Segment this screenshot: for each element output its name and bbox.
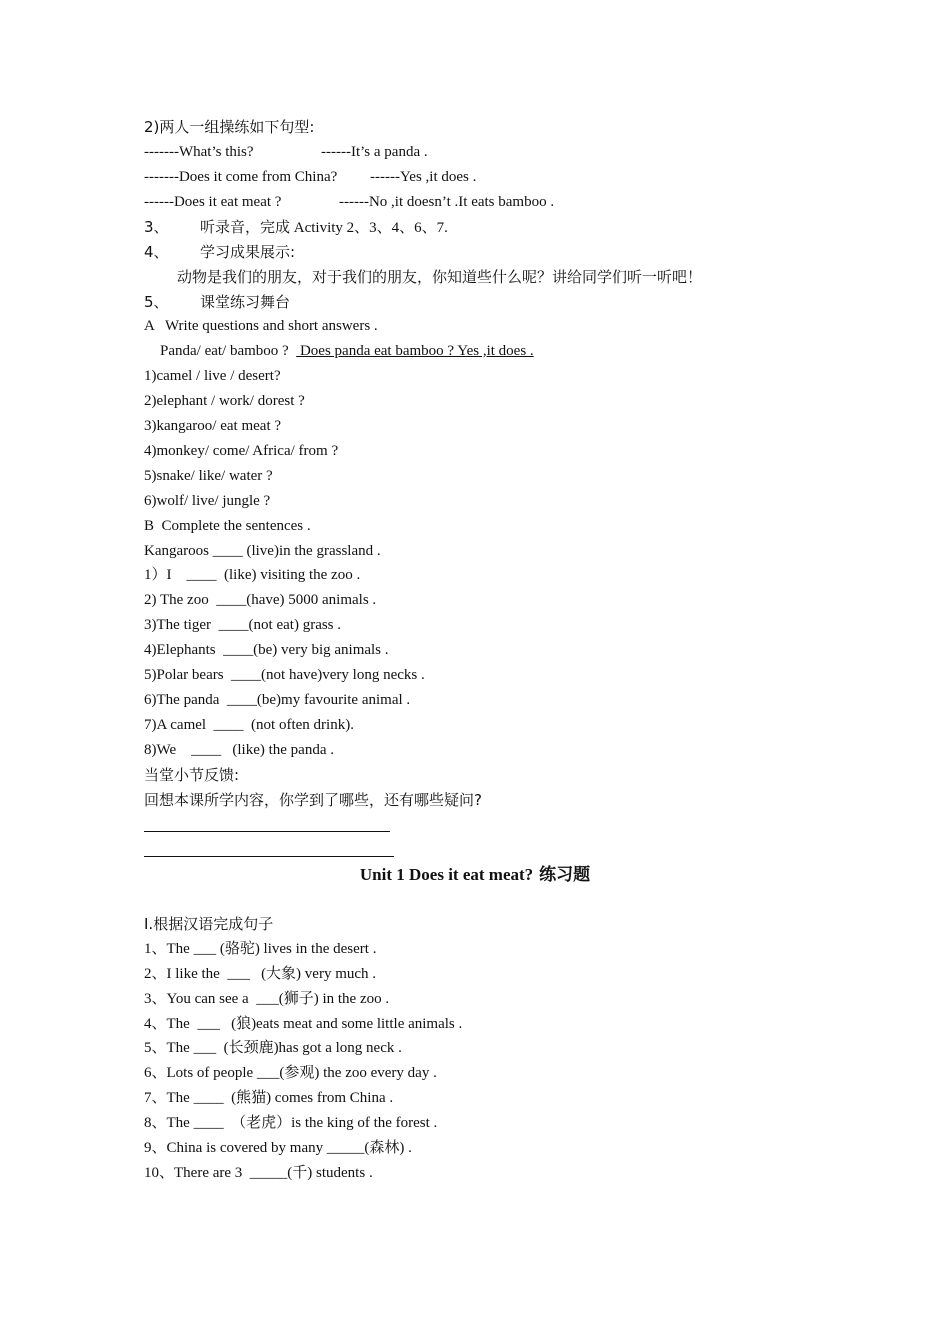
part-a-item: 6)wolf/ live/ jungle ? (144, 493, 271, 509)
drill-question: -------Does it come from China? (144, 169, 338, 185)
title-en: Unit 1 Does it eat meat? (359, 865, 534, 884)
section-1-heading: I.根据汉语完成句子 (144, 915, 274, 933)
step-text: 学习成果展示: (200, 243, 296, 261)
part-a-heading: A Write questions and short answers . (144, 318, 378, 334)
step-4 (144, 242, 295, 263)
example-prompt: Panda/ eat/ bamboo ? (160, 343, 297, 359)
part-a-item: 5)snake/ like/ water ? (144, 468, 273, 484)
part-b-item: 2) The zoo ____(have) 5000 animals . (144, 592, 377, 608)
answer-line[interactable] (144, 831, 390, 832)
title-cn: 练习题 (533, 865, 591, 885)
drill-line-2 (144, 167, 476, 187)
drill-answer: ------It’s a panda . (321, 144, 428, 160)
part-b-item: 7)A camel ____ (not often drink). (144, 717, 354, 733)
answer-line[interactable] (144, 856, 394, 857)
step-number: 5、 (144, 293, 169, 311)
drill-question: ------Does it eat meat ? (144, 194, 282, 210)
drill-line-3 (144, 192, 554, 212)
exercise-item: 10、There are 3 _____(千) students . (144, 1165, 373, 1181)
step-text: 课堂练习舞台 (200, 293, 291, 311)
exercise-item: 8、The ____ （老虎）is the king of the forest . (144, 1115, 438, 1131)
exercise-title (0, 864, 950, 886)
example-answer: Does panda eat bamboo ? Yes ,it does . (296, 343, 534, 359)
part-a-item: 1)camel / live / desert? (144, 368, 281, 384)
step-4-detail: 动物是我们的朋友，对于我们的朋友，你知道些什么呢？讲给同学们听一听吧！ (177, 268, 703, 286)
part-b-example: Kangaroos ____ (live)in the grassland . (144, 543, 381, 559)
step-3 (144, 217, 448, 238)
drill-answer: ------No ,it doesn’t .It eats bamboo . (339, 194, 555, 210)
drill-question: -------What’s this? (144, 144, 254, 160)
part-b-heading: B Complete the sentences . (144, 518, 311, 534)
exercise-item: 7、The ____ (熊猫) comes from China . (144, 1090, 394, 1106)
feedback-heading: 当堂小节反馈: (144, 766, 240, 784)
part-b-item: 6)The panda ____(be)my favourite animal . (144, 692, 411, 708)
drill-answer: ------Yes ,it does . (370, 169, 477, 185)
exercise-item: 9、China is covered by many _____(森林) . (144, 1140, 412, 1156)
exercise-item: 2、I like the ___ (大象) very much . (144, 966, 377, 982)
part-a-item: 2)elephant / work/ dorest ? (144, 393, 305, 409)
part-b-item: 5)Polar bears ____(not have)very long necks . (144, 667, 425, 683)
part-b-item: 4)Elephants ____(be) very big animals . (144, 642, 389, 658)
step-number: 3、 (144, 218, 169, 236)
step-number: 4、 (144, 243, 169, 261)
step-5 (144, 292, 290, 313)
exercise-item: 5、The ___ (长颈鹿)has got a long neck . (144, 1040, 402, 1056)
exercise-item: 3、You can see a ___(狮子) in the zoo . (144, 991, 390, 1007)
part-a-example (160, 341, 534, 361)
part-a-item: 4)monkey/ come/ Africa/ from ? (144, 443, 339, 459)
feedback-prompt: 回想本课所学内容，你学到了哪些，还有哪些疑问? (144, 791, 482, 809)
part-b-item: 3)The tiger ____(not eat) grass . (144, 617, 342, 633)
exercise-item: 1、The ___ (骆驼) lives in the desert . (144, 941, 377, 957)
drill-line-1 (144, 142, 428, 162)
part-b-item: 8)We ____ (like) the panda . (144, 742, 334, 758)
exercise-item: 6、Lots of people ___(参观) the zoo every day . (144, 1065, 437, 1081)
part-b-item: 1）I ____ (like) visiting the zoo . (144, 567, 361, 583)
pair-drill-heading: 2)两人一组操练如下句型: (144, 118, 315, 136)
exercise-item: 4、The ___ (狼)eats meat and some little animals . (144, 1016, 463, 1032)
part-a-item: 3)kangaroo/ eat meat ? (144, 418, 282, 434)
step-activity: Activity 2、3、4、6、7. (290, 220, 448, 236)
step-text: 听录音，完成 (200, 218, 291, 236)
